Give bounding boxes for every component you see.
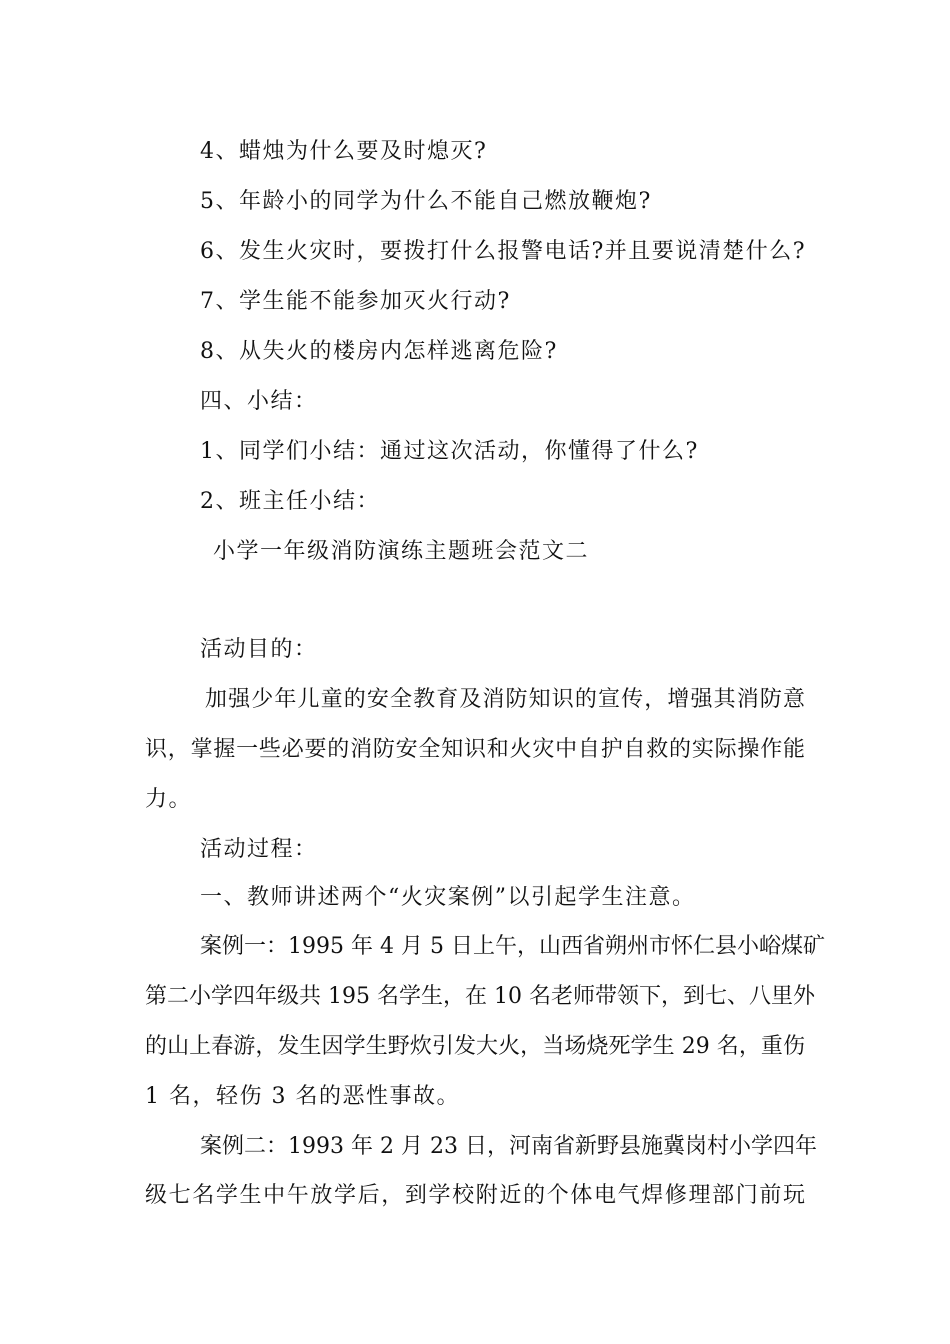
case-paragraph-line: 级七名学生中午放学后，到学校附近的个体电气焊修理部门前玩 [145,1183,805,1208]
summary-item: 2、班主任小结： [200,489,380,514]
question-5: 5、年龄小的同学为什么不能自己燃放鞭炮? [200,189,652,214]
process-step: 一、教师讲述两个“火灾案例”以引起学生注意。 [200,885,696,910]
process-heading: 活动过程： [200,837,318,862]
section-title: 小学一年级消防演练主题班会范文二 [213,539,590,564]
purpose-line: 力。 [145,787,193,812]
case-paragraph-line: 案例一：1995 年 4 月 5 日上午，山西省朔州市怀仁县小峪煤矿 [200,934,825,959]
summary-heading: 四、小结： [200,389,318,414]
case-paragraph-line: 的山上春游，发生因学生野炊引发大火，当场烧死学生 29 名，重伤 [145,1034,805,1059]
question-7: 7、学生能不能参加灭火行动? [200,289,511,314]
question-4: 4、蜡烛为什么要及时熄灭? [200,139,488,164]
case-paragraph-line: 1 名，轻伤 3 名的恶性事故。 [145,1084,460,1109]
case-paragraph-line: 第二小学四年级共 195 名学生，在 10 名老师带领下，到七、八里外 [145,984,815,1009]
case-paragraph-line: 案例二：1993 年 2 月 23 日，河南省新野县施冀岗村小学四年 [200,1134,817,1159]
question-6: 6、发生火灾时，要拨打什么报警电话?并且要说清楚什么? [200,239,807,264]
purpose-line: 加强少年儿童的安全教育及消防知识的宣传，增强其消防意 [205,687,805,712]
summary-item: 1、同学们小结：通过这次活动，你懂得了什么? [200,439,699,464]
question-8: 8、从失火的楼房内怎样逃离危险? [200,339,558,364]
purpose-line: 识，掌握一些必要的消防安全知识和火灾中自护自救的实际操作能 [145,737,805,762]
purpose-heading: 活动目的： [200,637,318,662]
